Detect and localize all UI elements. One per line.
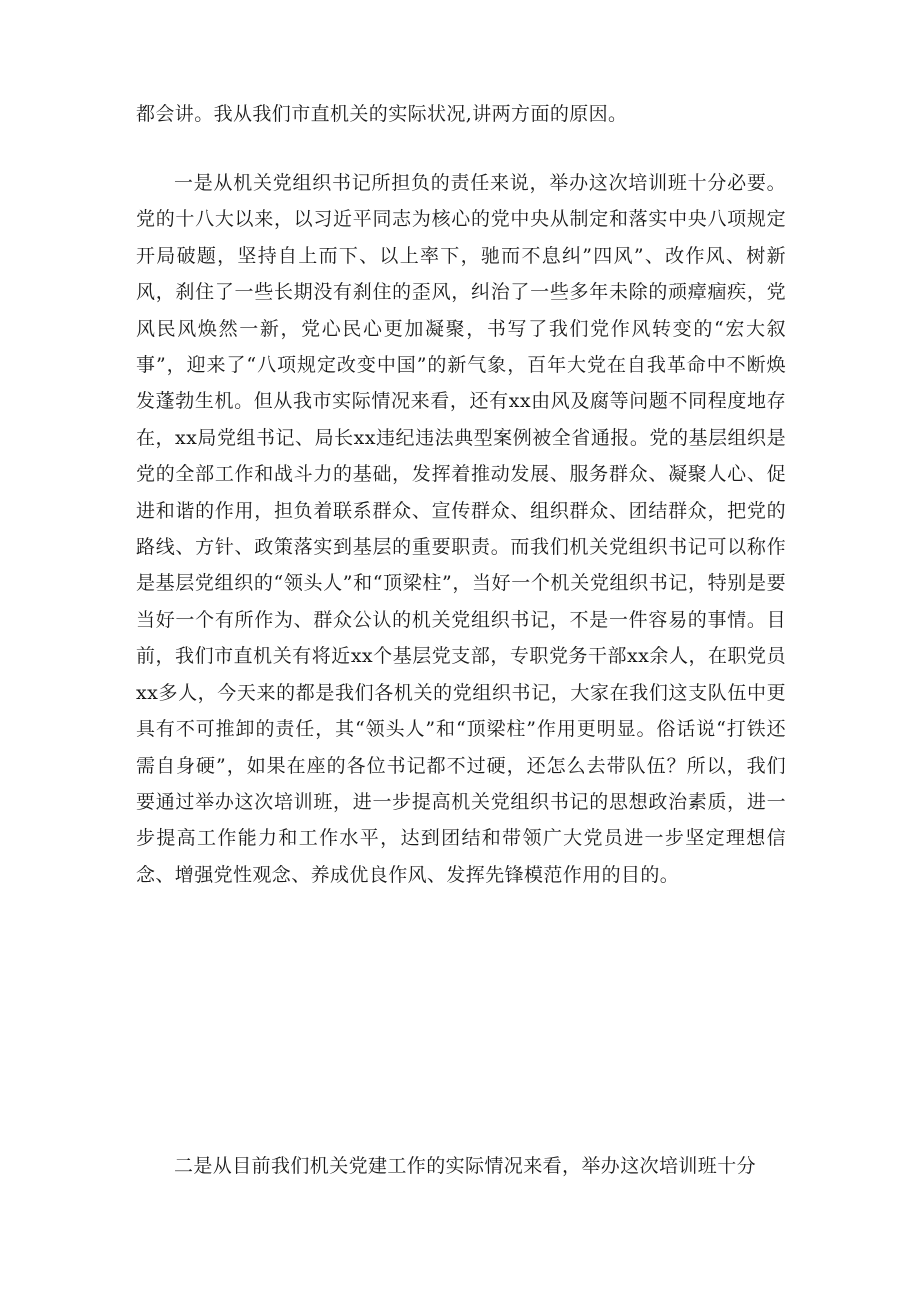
paragraph-point-two: 二是从目前我们机关党建工作的实际情况来看，举办这次培训班十分 bbox=[174, 1155, 757, 1177]
paragraph-continuation: 都会讲。我从我们市直机关的实际状况,讲两方面的原因。 bbox=[136, 103, 628, 125]
paragraph-point-one: 一是从机关党组织书记所担负的责任来说，举办这次培训班十分必要。党的十八大以来，以习近平同志为核心的党中央从制定和落实中央八项规定开局破题，坚持自上而下、以上率下，驰而不息纠”四风”、改作风、树新风，刹住了一些长期没有刹住的歪风，纠治了一些多年未除的顽瘴痼疾，党风民风焕然一新，党心民心更加凝聚，书写了我们党作风转变的“宏大叙事”，迎来了“八项规定改变中国”的新气象，百年大党在自我革命中不断焕发蓬勃生机。但从我市实际情况来看，还有xx由风及腐等问题不同程度地存在，xx局党组书记、局长xx违纪违法典型案例被全省通报。党的基层组织是党的全部工作和战斗力的基础，发挥着推动发展、服务群众、凝聚人心、促进和谐的作用，担负着联系群众、宣传群众、组织群众、团结群众，把党的路线、方针、政策落实到基层的重要职责。而我们机关党组织书记可以称作是基层党组织的“领头人”和“顶梁柱”，当好一个机关党组织书记，特别是要当好一个有所作为、群众公认的机关党组织书记，不是一件容易的事情。目前，我们市直机关有将近xx个基层党支部，专职党务干部xx余人，在职党员xx多人，今天来的都是我们各机关的党组织书记，大家在我们这支队伍中更具有不可推卸的责任，其“领头人”和“顶梁柱”作用更明显。俗话说“打铁还需自身硬”，如果在座的各位书记都不过硬，还怎么去带队伍？所以，我们要通过举办这次培训班，进一步提高机关党组织书记的思想政治素质，进一步提高工作能力和工作水平，达到团结和带领广大党员进一步坚定理想信念、增强党性观念、养成优良作风、发挥先锋模范作用的目的。 bbox=[136, 172, 786, 886]
